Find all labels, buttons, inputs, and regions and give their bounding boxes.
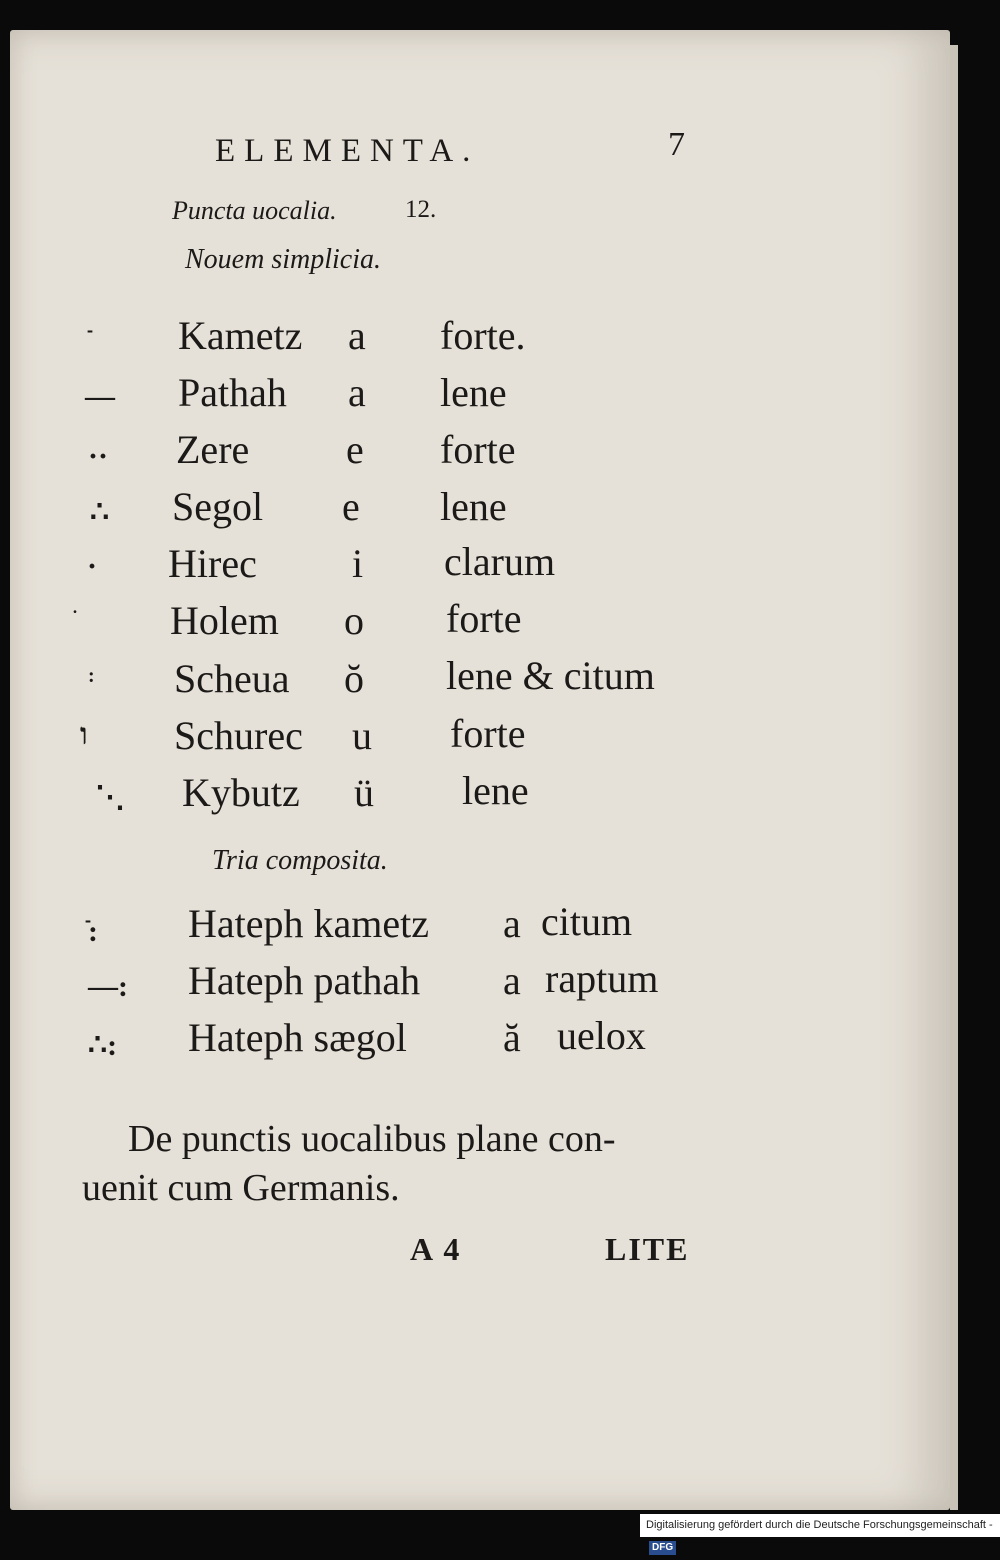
vowel-name: Hirec (168, 541, 257, 586)
vowel-description: citum (541, 899, 633, 944)
catchword: LITE (605, 1231, 690, 1267)
page-number: 7 (668, 126, 685, 163)
vowel-description: forte. (440, 313, 526, 358)
vowel-sound: ŏ (344, 656, 364, 701)
vowel-symbol: : (88, 665, 95, 687)
vowel-symbol: ∴ (90, 496, 110, 529)
vowel-sound: i (352, 541, 364, 586)
section-title: Puncta uocalia. (172, 196, 337, 225)
vowel-sound: ă (503, 1015, 521, 1060)
vowel-name: Schurec (174, 713, 303, 758)
vowel-name: Scheua (174, 656, 290, 701)
section-count: 12. (405, 196, 437, 223)
signature-mark: A 4 (410, 1231, 462, 1267)
vowel-sound: ü (354, 770, 374, 815)
vowel-description: forte (450, 711, 526, 756)
vowel-sound: e (346, 427, 364, 472)
vowel-name: Holem (170, 598, 279, 643)
vowel-sound: a (348, 370, 366, 415)
footer-text: Digitalisierung gefördert durch die Deutsche Forschungsgemeinschaft - (646, 1519, 993, 1531)
digitization-footer (640, 1514, 1000, 1554)
vowel-sound: u (352, 713, 372, 758)
vowel-sound: a (503, 901, 521, 946)
vowel-sound: a (348, 313, 366, 358)
vowel-symbol: ֿ: (88, 915, 98, 948)
vowel-symbol: ∴: (88, 1029, 118, 1062)
vowel-name: Zere (176, 427, 250, 472)
vowel-description: forte (440, 427, 516, 472)
vowel-sound: a (503, 958, 521, 1003)
vowel-sound: e (342, 484, 360, 529)
vowel-description: lene (440, 484, 507, 529)
vowel-description: lene (462, 768, 529, 813)
vowel-name: Kybutz (182, 770, 300, 815)
vowel-description: clarum (444, 539, 556, 584)
page-edge (950, 45, 958, 1510)
dfg-logo: DFG (649, 1541, 676, 1555)
vowel-description: uelox (557, 1013, 646, 1058)
vowel-symbol: — (85, 380, 115, 413)
vowel-name: Hateph sægol (188, 1015, 407, 1060)
paragraph-line: De punctis uocalibus plane con- (128, 1118, 616, 1160)
running-header: ELEMENTA. (215, 133, 480, 169)
vowel-description: lene & citum (446, 653, 655, 698)
vowel-description: forte (446, 596, 522, 641)
vowel-sound: o (344, 598, 364, 643)
vowel-name: Kametz (178, 313, 303, 358)
vowel-name: Hateph kametz (188, 901, 429, 946)
paragraph-line: uenit cum Germanis. (82, 1167, 400, 1209)
vowel-symbol: ·· (88, 440, 109, 473)
vowel-name: Hateph pathah (188, 958, 421, 1003)
vowel-symbol: —: (88, 970, 128, 1003)
vowel-symbol: ו (80, 718, 88, 751)
subtitle-simple: Nouem simplicia. (185, 244, 381, 275)
vowel-description: lene (440, 370, 507, 415)
vowel-description: raptum (545, 956, 659, 1001)
vowel-name: Pathah (178, 370, 287, 415)
subtitle-composite: Tria composita. (212, 845, 388, 876)
vowel-symbol: ⋱ (95, 781, 125, 814)
vowel-name: Segol (172, 484, 264, 529)
vowel-symbol: · (87, 550, 98, 583)
